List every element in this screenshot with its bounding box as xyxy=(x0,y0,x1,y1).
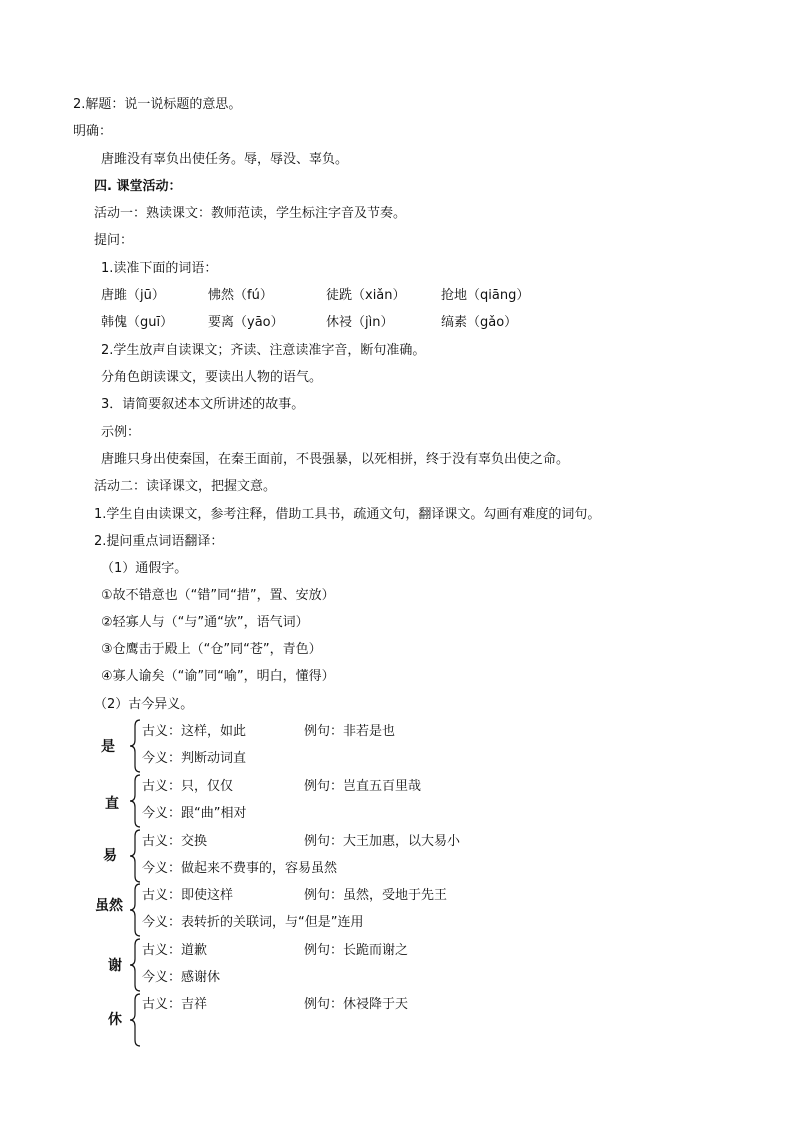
tongjiazi-item: ④寡人谕矣（“谕”同“喻”，明白，懂得） xyxy=(101,669,335,684)
tongjiazi-item: ③仓鹰击于殿上（“仓”同“苍”，青色） xyxy=(101,642,322,657)
example-sentence: 例句：虽然，受地于先王 xyxy=(304,888,448,903)
vocab-item: 唐雎（jū） xyxy=(101,288,165,303)
vocab-item: 抢地（qiāng） xyxy=(441,288,530,303)
vocab-item: 休祲（jìn） xyxy=(326,315,394,330)
label-example: 示例： xyxy=(101,425,141,440)
left-brace-icon xyxy=(128,828,142,884)
jin-meaning: 今义：跟“曲”相对 xyxy=(142,806,247,821)
gu-meaning: 古义：只，仅仅 xyxy=(142,779,234,794)
label-tiwen: 提问： xyxy=(94,233,134,248)
gujin-term: 谢 xyxy=(108,958,122,974)
subheading-gujin: （2）古今异义。 xyxy=(94,697,194,712)
example-sentence: 例句：岂直五百里哉 xyxy=(304,779,422,794)
tongjiazi-item: ②轻寡人与（“与”通“欤”，语气词） xyxy=(101,615,309,630)
left-brace-icon xyxy=(128,718,142,774)
left-brace-icon xyxy=(128,773,142,829)
gujin-term: 易 xyxy=(103,848,117,864)
tongjiazi-item: ①故不错意也（“错”同“措”，置、安放） xyxy=(101,588,335,603)
gu-meaning: 古义：道歉 xyxy=(142,943,208,958)
jin-meaning: 今义：表转折的关联词，与“但是”连用 xyxy=(142,915,364,930)
left-brace-icon xyxy=(128,937,142,993)
gujin-term: 休 xyxy=(108,1012,122,1028)
example-sentence: 例句：休祲降于天 xyxy=(304,997,409,1012)
activity-two: 活动二：读译课文，把握文意。 xyxy=(94,479,277,494)
answer-text: 唐雎没有辜负出使任务。辱，辱没、辜负。 xyxy=(101,152,349,167)
task-self-read: 2.学生放声自读课文；齐读、注意读准字音，断句准确。 xyxy=(101,343,426,358)
vocab-item: 韩傀（guī） xyxy=(101,315,174,330)
activity-one: 活动一：熟读课文：教师范读，学生标注字音及节奏。 xyxy=(94,206,407,221)
gu-meaning: 古义：吉祥 xyxy=(142,997,208,1012)
example-sentence: 例句：长跪而谢之 xyxy=(304,943,409,958)
gu-meaning: 古义：即使这样 xyxy=(142,888,234,903)
task-role-read: 分角色朗读课文，要读出人物的语气。 xyxy=(101,370,323,385)
jin-meaning: 今义：判断动词直 xyxy=(142,751,247,766)
subheading-tongjiazi: （1）通假字。 xyxy=(101,561,188,576)
gu-meaning: 古义：交换 xyxy=(142,834,208,849)
example-sentence: 例句：大王加惠，以大易小 xyxy=(304,834,461,849)
task-key-words: 2.提问重点词语翻译： xyxy=(94,534,224,549)
gujin-term: 直 xyxy=(105,796,119,812)
task-summarize: 3．请简要叙述本文所讲述的故事。 xyxy=(101,397,305,412)
vocab-item: 徒跣（xiǎn） xyxy=(326,288,406,303)
vocab-item: 缟素（gǎo） xyxy=(441,315,518,330)
example-text: 唐雎只身出使秦国，在秦王面前，不畏强暴，以死相拼，终于没有辜负出使之命。 xyxy=(101,452,570,467)
task-translate: 1.学生自由读课文，参考注释，借助工具书，疏通文句，翻译课文。勾画有难度的词句。 xyxy=(94,507,601,522)
left-brace-icon xyxy=(128,992,142,1048)
gujin-term: 虽然 xyxy=(95,898,123,914)
vocab-item: 怫然（fú） xyxy=(208,288,273,303)
jin-meaning: 今义：做起来不费事的，容易虽然 xyxy=(142,861,338,876)
gujin-term: 是 xyxy=(101,739,115,755)
vocab-item: 要离（yāo） xyxy=(208,315,284,330)
label-mingque: 明确： xyxy=(73,124,113,139)
task-read-words: 1.读准下面的词语： xyxy=(101,261,218,276)
jin-meaning: 今义：感谢休 xyxy=(142,970,221,985)
section-title-jieti: 2.解题：说一说标题的意思。 xyxy=(73,97,242,112)
example-sentence: 例句：非若是也 xyxy=(304,724,396,739)
left-brace-icon xyxy=(128,882,142,938)
gu-meaning: 古义：这样，如此 xyxy=(142,724,247,739)
heading-classroom-activities: 四. 课堂活动： xyxy=(94,179,182,194)
